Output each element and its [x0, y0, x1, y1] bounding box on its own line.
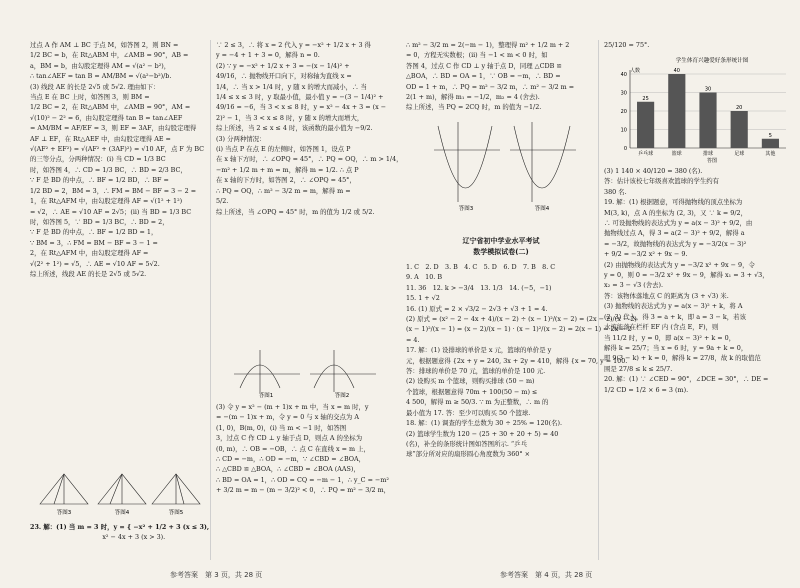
text-line: 在 x 轴的下方时，如答图 2，∴ ∠OPQ = 45°， — [216, 176, 356, 185]
text-line: 1/4 ≤ x ≤ 3 时，y 取最小值，最小值 y = −(3 − 1/4)² + — [216, 93, 384, 102]
text-line: 围是 27/8 ≤ k ≤ 25/7. — [604, 364, 673, 373]
text-line: 1/2 BD = 2，BM = 3，∴ FM = BM − BF = 3 − 2 = — [30, 186, 197, 195]
text-line: (2) 由抛物线的表达式为 y = −3/2 x² + 9x − 9，令 — [604, 260, 755, 269]
text-line: ∵ BM = 3，∴ FM = BM − BF = 3 − 1 = — [30, 238, 158, 247]
text-line: 当 11/2 时，y = 0，即 a(x − 3)² + k = 0， — [604, 333, 736, 342]
y-tick-label: 40 — [620, 72, 627, 78]
text-line: 最小值为 17. 答：至少可以购买 50 个篮球. — [406, 408, 531, 417]
text-line: 1/4，∴ 当 x > 1/4 时，y 随 x 的增大而减小，∴ 当 — [216, 82, 367, 91]
solution-text-23c — [406, 40, 596, 113]
x-tick-label: 篮球 — [671, 151, 682, 157]
text-line: + 9/2 = −3/2 x² + 9x − 9. — [604, 250, 688, 259]
x-tick-label: 足球 — [734, 151, 745, 157]
text-line: (3) 分两种情况： — [216, 134, 266, 143]
solution-text-23b — [216, 402, 394, 496]
text-line: x₂ = 3 − √3 (舍去). — [604, 281, 664, 290]
text-line: 答：排球的单价是 70 元，篮球的单价是 100 元. — [406, 367, 546, 376]
text-line: 3，过点 C 作 CD ⊥ y 轴于点 D，则点 A 的坐标为 — [216, 434, 363, 443]
column-divider — [210, 40, 211, 560]
figures-22 — [34, 468, 204, 516]
bar-value-label: 25 — [642, 95, 649, 102]
right-column-2 — [604, 166, 796, 395]
text-line: y = 0，则 0 = −3/2 x² + 9x − 9，解得 x₁ = 3 + √3， — [604, 271, 769, 280]
text-line: 4 500，解得 m ≥ 50/3. ∵ m 为正整数，∴ m 的 — [406, 398, 549, 407]
bar — [668, 74, 685, 148]
text-line: (0, m)，∴ OB = −OB，∴ 点 C 在直线 x = m 上， — [216, 444, 370, 453]
figures-23-right — [430, 120, 580, 212]
text-line: = 4. — [406, 335, 420, 344]
page-footer-right: 参考答案 第 4 页，共 28 页 — [500, 571, 593, 579]
fig-caption: 答图5 — [168, 510, 184, 516]
text-line: 1/2 BC = b，在 Rt△ABM 中，∠AMB = 90°，AB = — [30, 51, 189, 60]
bar-value-label: 30 — [704, 86, 712, 93]
text-line: 20. 解：(1) ∵ ∠CED = 90°，∠DCE = 30°，∴ DE = — [604, 375, 769, 384]
text-line: (2) ∵ y = −x² + 1/2 x + 3 = −(x − 1/4)² + — [216, 61, 350, 70]
text-line: (i) 当点 P 在点 E 的左侧时，如答图 1，设点 P — [216, 145, 351, 154]
text-line: 18. 解：(1) 调查的学生总数为 30 ÷ 25% = 120(名). — [406, 419, 562, 428]
bar-value-label: 5 — [768, 132, 772, 139]
text-line: 即 9(3 − k) + k = 0，解得 k = 27/8，故 k 的取值范 — [604, 354, 761, 363]
text-line: √(AF² + EF²) = √(AF² + (3AF)²) = √10 AF，点 F 为 BC — [30, 145, 205, 154]
text-line: = −(m − 1)x + m，令 y = 0 与 x 轴的交点为 A — [216, 413, 359, 422]
exam-subtitle: 数学模拟试卷(二) — [473, 248, 529, 256]
text-line: ∴ m² − 3/2 m = 2(−m − 1)，整理得 m² + 1/2 m + 2 — [406, 41, 570, 49]
page-footer-left: 参考答案 第 3 页，共 28 页 — [170, 571, 263, 579]
x-tick-label: 乒乓球 — [638, 151, 654, 157]
fig-caption: 答图2 — [334, 393, 350, 399]
text-line: = 0，方程无实数根；(ii) 当 −1 < m < 0 时，如 — [406, 51, 548, 60]
text-line: 解得 k = 25/7；当 x = 6 时，y = 9a + k = 0， — [604, 343, 748, 352]
fig-caption: 答图3 — [56, 510, 72, 516]
text-line: (2) 篮球学生数为 120 − (25 + 30 + 20 + 5) = 40 — [406, 429, 559, 438]
bar-chart — [600, 52, 796, 164]
text-line: a，BM = b，由勾股定理得 AM = √(a² − b²)， — [30, 61, 171, 70]
text-line: (2) 原式 = (x² − 2 − 4x + 4)/(x − 2) ÷ (x − 1)²/(x − 2) = (2x − 2)/(x − 2) — [406, 315, 637, 324]
column-divider — [598, 40, 599, 560]
text-line: 1，在 Rt△AFM 中，由勾股定理得 AF = √(1² + 1²) — [30, 197, 183, 206]
q23-line1: 23. 解：(1) 当 m = 3 时，y = { −x² + 1/2 + 3 (x ≤ 3), — [30, 523, 210, 531]
bar — [637, 102, 654, 148]
text-line: 水流能落在栏杆 EF 内 (含点 E，F)，则 — [604, 323, 719, 332]
text-line: = √2，∴ AE = √10 AF = 2√5；(ii) 当 BD = 1/3 BC — [30, 207, 192, 216]
text-line: 2，在 Rt△AFM 中，由勾股定理得 AF = — [30, 249, 149, 258]
y-tick-label: 0 — [623, 146, 627, 152]
text-line: 2(1 + m)，解得 m₁ = −1/2，m₂ = 4 (舍去). — [406, 93, 540, 102]
text-line: (2, 3) 代入，得 3 = a + k，即 a = 3 − k，若该 — [604, 312, 746, 321]
geometry-figures — [34, 468, 204, 516]
text-line: 25/120 = 75°. — [604, 41, 650, 49]
text-line: ∵ 2 ≤ 3，∴ 将 x = 2 代入 y = −x² + 1/2 x + 3 得 — [216, 41, 371, 49]
text-line: (3) 令 y = x² − (m + 1)x + m 中，当 x = m 时，y — [216, 403, 369, 411]
text-line: OD = 1 + m，∴ PQ = m² − 3/2 m，∴ m² − 3/2 m = — [406, 82, 575, 91]
fig-caption: 答图1 — [258, 393, 274, 399]
text-line: ∵ F 是 BD 的中点，∴ BF = 1/2 BD，∴ BF = — [30, 176, 169, 185]
page-right — [400, 0, 800, 588]
text-line: + 3/2 m = m − (m − 3/2)² < 0，∴ PQ = m² − 3/2 m， — [216, 486, 391, 495]
text-line: −m² + 1/2 m + m = m，解得 m = 1/2. ∴ 点 P — [216, 165, 359, 174]
text-line: 个篮球，根据题意得 70m + 100(50 − m) ≤ — [406, 387, 538, 396]
text-line: 过点 A 作 AM ⊥ BC 于点 M，如答图 2，则 BN = — [30, 41, 179, 49]
text-line: M(3, k)，点 A 的坐标为 (2, 3)，又 ∵ k = 9/2， — [604, 208, 747, 217]
parabola-figures-right — [430, 120, 580, 212]
text-line: 综上所述，当 ∠OPQ = 45° 时，m 的值为 1/2 或 5/2. — [216, 207, 375, 216]
text-line: 时，如答图 4，∴ CD = 1/3 BC，∴ BD = 2/3 BC， — [30, 165, 187, 174]
text-line: (3) 抛物线的表达式为 y = a(x − 3)² + k，将 A — [604, 302, 743, 311]
fig-caption: 答图4 — [114, 510, 130, 516]
text-line: 1/2 BC = 2，在 Rt△ABM 中，∠AMB = 90°，AM = — [30, 103, 191, 112]
chart-title: 学生体育兴趣爱好条形统计图 — [675, 58, 749, 64]
text-line: √(10)² − 2² = 6，由勾股定理得 tan B = tan∠AEF — [30, 113, 183, 122]
solution-text-23a — [216, 40, 403, 217]
text-line: √(2² + 1²) = √5，∴ AE = √10 AF = 5√2. — [30, 259, 160, 268]
text-line: 的三等分点，分两种情况：(i) 当 CD = 1/3 BC — [30, 155, 166, 164]
q23-line2: x² − 4x + 3 (x > 3). — [30, 533, 166, 542]
text-line: 5/2. — [216, 197, 229, 206]
bar — [699, 93, 716, 149]
x-tick-label: 排球 — [702, 151, 714, 157]
text-line: ∴ CD = −m，∴ OD = −m，∵ ∠CBD = ∠BOA， — [216, 455, 366, 464]
fig-caption: 答图4 — [534, 206, 550, 212]
right-column-1 — [406, 40, 596, 113]
text-line: 49/16 = −6，当 3 < x ≤ 8 时，y = x² − 4x + 3 = (x − — [216, 103, 387, 112]
text-line: 1/2 CD = 1/2 × 6 = 3 (m). — [604, 385, 689, 394]
parabola-figures — [230, 348, 380, 398]
solution-text-22 — [30, 40, 205, 279]
exam-header — [406, 236, 596, 258]
text-line: y = −4 + 1 + 3 = 0，解得 n = 0. — [216, 51, 320, 60]
text-line: △BOA，∴ BD = OA = 1，∵ OB = −m，∴ BD = — [406, 72, 561, 81]
left-column-1 — [30, 40, 205, 279]
y-tick-label: 30 — [620, 90, 627, 97]
left-column-2 — [216, 40, 403, 217]
text-line: 380 名. — [604, 187, 627, 196]
text-line: ∴ △CBD ≌ △BOA，∴ ∠CBD = ∠BOA (AAS)， — [216, 465, 360, 474]
text-line: = −3/2，故抛物线的表达式为 y = −3/2(x − 3)² — [604, 239, 747, 248]
text-line: (3) 线段 AE 的长是 2√5 或 5√2. 理由如下： — [30, 82, 160, 91]
text-line: 16. (1) 原式 = 2 × √3/2 − 2√3 + √3 + 1 = 4. — [406, 304, 548, 313]
text-line: ∵ F 是 BD 的中点，∴ BF = 1/2 BD = 1， — [30, 228, 158, 237]
fig-caption: 答图3 — [458, 206, 474, 212]
text-line: (名)，补全的条形统计图如答图所示. “乒乓 — [406, 439, 527, 448]
text-line: (1, 0)，B(m, 0)，(i) 当 m < −1 时，如答图 — [216, 423, 347, 432]
text-line: 19. 解：(1) 根据题意，可得抛物线的顶点坐标为 — [604, 198, 743, 207]
text-line: 当点 E 在 BC 上时，如答图 3，则 BM = — [30, 93, 150, 102]
text-line: ∴ BD = OA = 1，∴ OD = CQ = −m − 1，∴ y_C = −m² — [216, 475, 389, 484]
bar-value-label: 20 — [736, 105, 743, 111]
text-line: 答：该物体落地点 C 的距离为 (3 + √3) 米. — [604, 291, 729, 300]
solution-text-18-20 — [604, 166, 796, 395]
text-line: 综上所述，当 PQ = 2CQ 时，m 的值为 −1/2. — [406, 103, 542, 112]
text-line: (3) 1 140 × 40/120 = 380 (名). — [604, 167, 703, 175]
text-line: 在 x 轴下方时，∴ ∠OPQ = 45°，∴ PQ = OQ，∴ m > 1/4， — [216, 155, 403, 164]
text-line: 17. 解：(1) 设排球的单价是 x 元，篮球的单价是 y — [406, 346, 552, 355]
text-line: 元，根据题意得 {2x + y = 240, 3x + 2y = 410，解得 {x = 70, y = 100. — [406, 356, 628, 365]
y-axis-label: 人数 — [630, 68, 641, 74]
text-line: 综上所述，当 2 ≤ x ≤ 4 时，该函数的最小值为 −9/2. — [216, 124, 373, 133]
text-line: 综上所述，线段 AE 的长是 2√5 或 5√2. — [30, 269, 147, 278]
text-line: ∴ tan∠AEF = tan B = AM/BM = √(a²−b²)/b. — [30, 72, 172, 81]
y-tick-label: 20 — [620, 109, 627, 115]
text-line: 15. 1 + √2 — [406, 294, 440, 303]
x-axis-caption: 答图 — [706, 158, 718, 164]
text-line: 答：估计该校七年级喜欢篮球的学生约有 — [604, 177, 720, 186]
bar-value-label: 40 — [673, 68, 680, 74]
y-tick-label: 10 — [620, 127, 627, 134]
x-tick-label: 其他 — [765, 151, 776, 157]
text-line: AF ⊥ EF，在 Rt△AEF 中，由勾股定理得 AE = — [30, 134, 171, 143]
text-line: (x − 1)²/(x − 1) = (x − 2)/(x − 1) · (x − 1)²/(x − 2) = 2(x − 1) = 2x − 2 — [406, 325, 632, 334]
figures-23 — [230, 348, 380, 398]
text-line: 9. A 10. B — [406, 273, 443, 282]
text-line: (2) 设购买 m 个篮球，则购买排球 (50 − m) — [406, 377, 535, 386]
text-line: 时，如答图 5，∵ BD = 1/3 BC，∴ BD = 2， — [30, 217, 169, 226]
text-line: ∴ 可设抛物线的表达式为 y = a(x − 3)² + 9/2，由 — [604, 219, 753, 228]
text-line: 1. C 2. D 3. B 4. C 5. D 6. D 7. B 8. C — [406, 263, 556, 271]
exam-title: 辽宁省初中学业水平考试 — [462, 237, 540, 245]
text-line: 答图 4，过点 C 作 CD ⊥ y 轴于点 D，同理 △CDB ≌ — [406, 61, 562, 70]
bar — [731, 111, 748, 148]
q23-start — [30, 522, 210, 543]
text-line: 球”部分所对应的扇形圆心角度数为 360° × — [406, 450, 530, 459]
text-line: 2)² − 1，当 3 < x ≤ 8 时，y 随 x 的增大而增大， — [216, 113, 364, 122]
left-column-2b — [216, 402, 394, 496]
text-line: 11. 36 12. k > −3/4 13. 1/3 14. (−5，−1) — [406, 283, 552, 292]
text-line: 49/16，∴ 抛物线开口向下，对称轴为直线 x = — [216, 72, 352, 81]
bar-chart-svg — [600, 52, 796, 164]
text-line: = AM/BM = AF/EF = 3，则 EF = 3AF，由勾股定理得 — [30, 124, 197, 133]
text-line: ∴ PQ = OQ，∴ m² − 3/2 m = m，解得 m = — [216, 186, 351, 195]
text-line: 抛物线过点 A，得 3 = a(2 − 3)² + 9/2，解得 a — [604, 229, 745, 238]
bar — [762, 139, 779, 148]
ans-25-120 — [604, 40, 684, 50]
